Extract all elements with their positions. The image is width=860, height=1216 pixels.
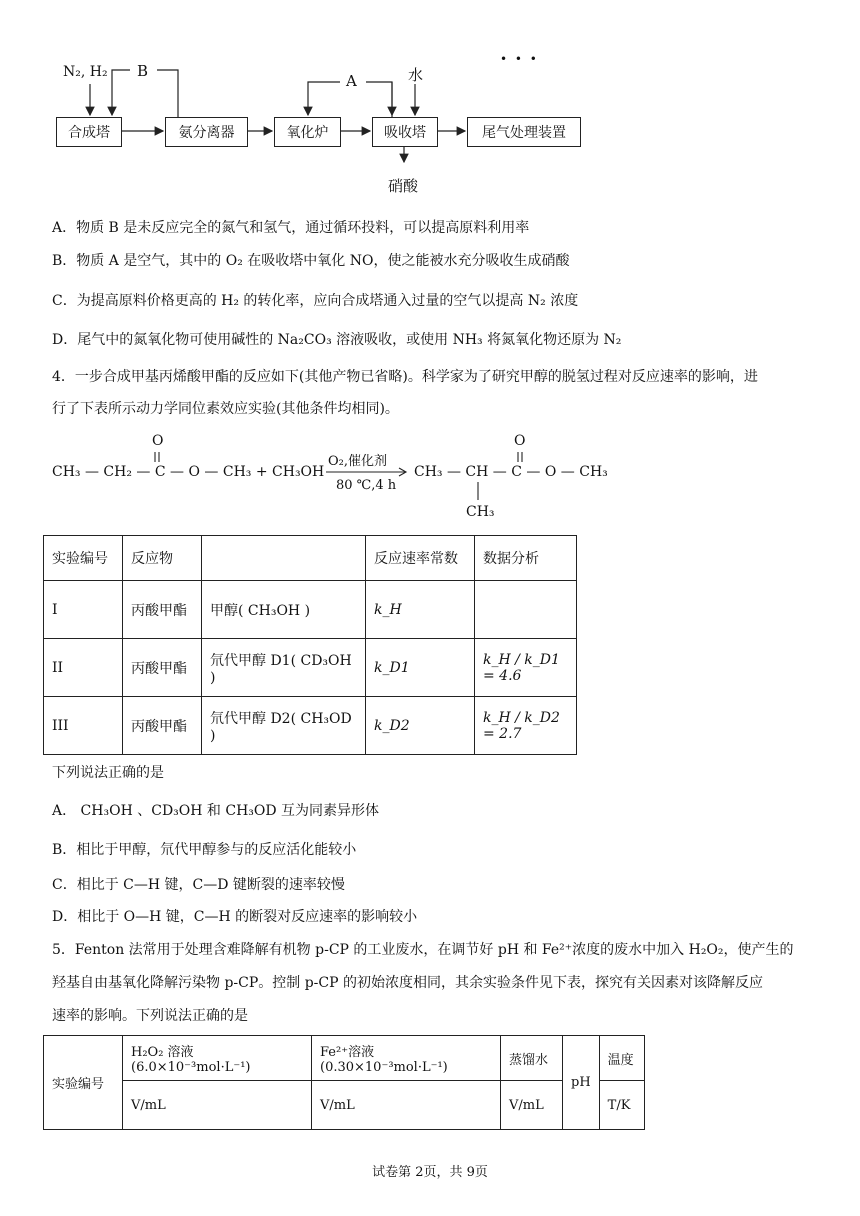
cell-analysis — [475, 581, 577, 639]
th-ph: pH — [563, 1036, 600, 1130]
table-row — [44, 639, 577, 697]
th-fe2: Fe²⁺溶液(0.30×10⁻³mol·L⁻¹) — [312, 1036, 501, 1081]
q4-stem-line2: 行了下表所示动力学同位素效应实验(其他条件均相同)。 — [52, 401, 399, 417]
decorative-dots: • • • — [500, 52, 539, 66]
reaction-bonds — [0, 0, 860, 530]
table-row — [44, 1081, 645, 1130]
unit-h2o2: V/mL — [123, 1081, 312, 1130]
cell-alcohol: 氘代甲醇 D1( CD₃OH ) — [202, 639, 366, 697]
table-header-row — [44, 536, 577, 581]
box-synthesis-tower: 合成塔 — [56, 117, 122, 147]
cell-rate-constant: k_D1 — [366, 639, 475, 697]
th-blank — [202, 536, 366, 581]
q4-option-c: C．相比于 C—H 键，C—D 键断裂的速率较慢 — [52, 877, 345, 893]
th-data-analysis: 数据分析 — [475, 536, 577, 581]
reaction-conditions-bottom: 80 ℃,4 h — [336, 478, 397, 493]
q4-option-b: B．相比于甲醇，氘代甲醇参与的反应活化能较小 — [52, 842, 357, 858]
cell-alcohol: 氘代甲醇 D2( CH₃OD ) — [202, 697, 366, 755]
box-oxidation-furnace: 氧化炉 — [274, 117, 341, 147]
cell-analysis: k_H / k_D1 = 4.6 — [475, 639, 577, 697]
cell-reactant: 丙酸甲酯 — [123, 581, 202, 639]
q5-conditions-table — [43, 1035, 645, 1130]
q4-isotope-table — [43, 535, 577, 755]
q5-stem-line1: 5．Fenton 法常用于处理含难降解有机物 p-CP 的工业废水，在调节好 pH 和 Fe²⁺浓度的废水中加入 H₂O₂，使产生的 — [52, 942, 794, 958]
label-a: A — [346, 72, 357, 90]
q3-option-c: C．为提高原料价格更高的 H₂ 的转化率，应向合成塔通入过量的空气以提高 N₂ 浓度 — [52, 293, 579, 309]
table-row — [44, 581, 577, 639]
cell-rate-constant: k_D2 — [366, 697, 475, 755]
th-temp: 温度 — [599, 1036, 644, 1081]
cell-rate-constant: k_H — [366, 581, 475, 639]
box-tail-gas-treatment: 尾气处理装置 — [467, 117, 581, 147]
reaction-conditions-top: O₂,催化剂 — [328, 454, 388, 469]
q4-stem-line1: 4．一步合成甲基丙烯酸甲酯的反应如下(其他产物已省略)。科学家为了研究甲醇的脱氢过程对反应速率的影响，进 — [52, 369, 758, 385]
cell-reactant: 丙酸甲酯 — [123, 697, 202, 755]
cell-exp-no: I — [44, 581, 123, 639]
cell-alcohol: 甲醇( CH₃OH ) — [202, 581, 366, 639]
cell-exp-no: III — [44, 697, 123, 755]
th-reactant: 反应物 — [123, 536, 202, 581]
q4-option-d: D．相比于 O—H 键，C—H 的断裂对反应速率的影响较小 — [52, 909, 418, 925]
box-ammonia-separator: 氨分离器 — [165, 117, 248, 147]
label-water: 水 — [408, 66, 424, 84]
th-exp-no: 实验编号 — [44, 536, 123, 581]
q4-option-a: A． CH₃OH 、CD₃OH 和 CH₃OD 互为同素异形体 — [52, 803, 380, 819]
q3-option-d: D．尾气中的氮氧化物可使用碱性的 Na₂CO₃ 溶液吸收，或使用 NH₃ 将氮氧化物还原为 N₂ — [52, 332, 622, 348]
label-b: B — [137, 62, 149, 80]
input-label-n2h2: N₂, H₂ — [63, 64, 108, 80]
th-rate-constant: 反应速率常数 — [366, 536, 475, 581]
unit-water: V/mL — [501, 1081, 563, 1130]
product-methyl-branch: CH₃ — [466, 504, 495, 520]
cell-exp-no: II — [44, 639, 123, 697]
q5-stem-line3: 速率的影响。下列说法正确的是 — [52, 1008, 248, 1024]
q3-option-a: A．物质 B 是未反应完全的氮气和氢气，通过循环投料，可以提高原料利用率 — [52, 220, 530, 236]
cell-reactant: 丙酸甲酯 — [123, 639, 202, 697]
table-row — [44, 697, 577, 755]
table-row — [44, 1036, 645, 1081]
unit-temp: T/K — [599, 1081, 644, 1130]
th-exp-no: 实验编号 — [44, 1036, 123, 1130]
reactant-carbonyl-o: O — [152, 433, 164, 449]
unit-fe2: V/mL — [312, 1081, 501, 1130]
box-absorption-tower: 吸收塔 — [372, 117, 438, 147]
product-carbonyl-o: O — [514, 433, 526, 449]
th-water: 蒸馏水 — [501, 1036, 563, 1081]
product-formula: CH₃ — CH — C — O — CH₃ — [414, 464, 608, 480]
output-nitric-acid: 硝酸 — [388, 177, 419, 195]
th-h2o2: H₂O₂ 溶液(6.0×10⁻³mol·L⁻¹) — [123, 1036, 312, 1081]
reactant-formula: CH₃ — CH₂ — C — O — CH₃ + CH₃OH — [52, 464, 325, 480]
page-footer: 试卷第 2页，共 9页 — [372, 1165, 488, 1180]
cell-analysis: k_H / k_D2 = 2.7 — [475, 697, 577, 755]
q4-prompt: 下列说法正确的是 — [52, 765, 164, 781]
q5-stem-line2: 羟基自由基氧化降解污染物 p-CP。控制 p-CP 的初始浓度相同，其余实验条件见下表，探究有关因素对该降解反应 — [52, 975, 763, 991]
q3-option-b: B．物质 A 是空气，其中的 O₂ 在吸收塔中氧化 NO，使之能被水充分吸收生成硝酸 — [52, 253, 570, 269]
